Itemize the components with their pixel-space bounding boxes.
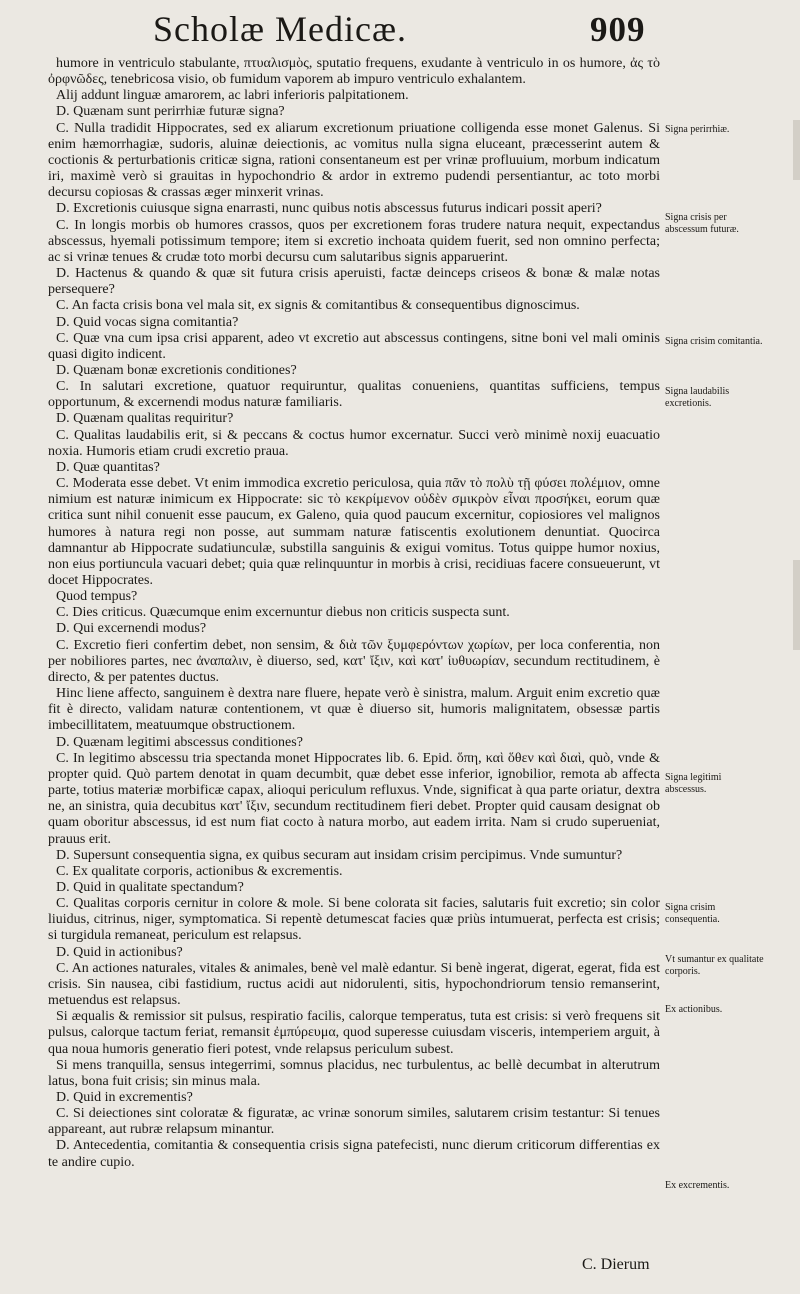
question: D. Quid in qualitate spectandum? [56, 879, 244, 895]
margin-note: Signa laudabilis excretionis. [665, 386, 730, 409]
question: D. Quid vocas signa comitantia? [56, 314, 239, 330]
margin-note: Ex actionibus. [665, 1004, 723, 1015]
answer: C. Qualitas corporis cernitur in colore & mole. Si bene colorata sit facies, salutaris fuit excretio; sin color liuidus, citrinus, niger, symptomatica. Si repentè detumescat facies quæ priùs intumuerat, perfecta est crisis; si turgidula remaneat, periculum est relapsus. [48, 896, 660, 944]
answer: C. An actiones naturales, vitales & animales, benè vel malè edantur. Si benè ingerat, digerat, egerat, fida est crisis. Sin nausea, cibi fastidium, ructus acidi aut nidorulenti, sitis, hypochondriorum tensio remanserint, metuendus est relapsus. [48, 960, 660, 1009]
answer: C. Ex qualitate corporis, actionibus & excrementis. [56, 863, 343, 879]
question: D. Quid in excrementis? [56, 1090, 193, 1105]
question: D. Qui excernendi modus? [56, 621, 207, 637]
question: D. Hactenus & quando & quæ sit futura crisis aperuisti, factæ deinceps criseos & bonæ & malæ notas persequere? [48, 266, 660, 298]
paragraph: Si æqualis & remissior sit pulsus, respiratio facilis, calorque temperatus, tuta est crisis: si verò frequens sit pulsus, calorque tactum feriat, remansit ἐμπύρευμα, quod superesse cuiusdam visceris, intemperiem arguit, à qua noua humoris generatio fieri potest, vnde relapsus periculum subest. [48, 1009, 660, 1057]
question: D. Excretionis cuiusque signa enarrasti, nunc quibus notis abscessus futurus indicari possit aperi? [56, 201, 602, 217]
question: D. Quænam legitimi abscessus conditiones? [56, 734, 303, 750]
answer: C. Excretio fieri confertim debet, non sensim, & διὰ τῶν ξυμφερόντων χωρίων, per loca conferentia, non per nobiliores partes, nec ἀναπαλιν, è diuerso, sed, κατ' ἴξιν, καὶ κατ' ἰυθυωρίαν, secundum rectitudinem, è directo, & per patentes ductus. [48, 637, 660, 685]
answer: C. Qualitas laudabilis erit, si & peccans & coctus humor excernatur. Succi verò minimè noxij euacuatio noxia. Humoris etiam crudi excretio praua. [48, 427, 660, 459]
margin-note: Signa crisim comitantia. [665, 336, 763, 347]
catchword: C. Dierum [582, 1256, 650, 1273]
answer: C. Nulla tradidit Hippocrates, sed ex aliarum excretionum priuatione colligenda esse monet Galenus. Si enim hæmorrhagiæ, sudoris, aluinæ deiectionis, ac vomitus nulla signa eluceant, præcesserint autem & coctionis & perturbationis criticæ signa, rationi consentaneum est per vrinæ profluuium, morbum indicatum iri, maximè verò si grauitas in hypochondrio & ardor in extremo pudendi persentiantur, ac toto morbi decursu copiosas & crassas æger minxerit vrinas. [48, 120, 660, 201]
margin-note: Signa perirrhiæ. [665, 124, 730, 135]
answer: C. Quæ vna cum ipsa crisi apparent, adeo vt excretio aut abscessus contingens, sitne boni vel mali ominis quasi digito indicent. [48, 330, 660, 362]
answer: C. In salutari excretione, quatuor requiruntur, qualitas conueniens, quantitas sufficiens, tempus opportunum, & excernendi modus naturæ familiaris. [48, 379, 660, 411]
question: D. Quænam qualitas requiritur? [56, 411, 234, 427]
paragraph: Hinc liene affecto, sanguinem è dextra nare fluere, hepate verò è sinistra, malum. Arguit enim excretio quæ fit è directo, validam naturæ contentionem, vt quæ è diuerso sit, humoris malignitatem, obsessæ partis imbecillitatem, meatuumque obstructionem. [48, 686, 660, 734]
paragraph: Si mens tranquilla, sensus integerrimi, somnus placidus, nec turbulentus, ac bellè decumbat in alterutrum latus, bona fuit crisis; sin minus mala. [48, 1057, 660, 1089]
answer: C. Dies criticus. Quæcumque enim excernuntur diebus non criticis suspecta sunt. [56, 605, 510, 621]
main-text-block [48, 56, 660, 1171]
margin-note: Signa crisim consequentia. [665, 902, 720, 925]
running-title: Scholæ Medicæ. [153, 9, 407, 49]
margin-note: Signa legitimi abscessus. [665, 772, 722, 795]
question: Quod tempus? [56, 589, 138, 605]
answer: C. Moderata esse debet. Vt enim immodica excretio periculosa, quia πᾶν τὸ πολὺ τῇ φύσει πολέμιον, omne nimium est naturæ inimicum ex Hippocrate: sic τὸ κεκρίμενον οὐδὲν σμικρὸν εἶναι προσήκει, eorum quæ critica sunt nihil conuenit esse paucum, ex Galeno, quia quod paucum excernitur, copiosiores vel malignos humores à natura regi non posse, aut summam naturæ fatiscentis exolutionem denuntiat. Quocirca damnantur ab Hippocrate sudatiunculæ, substilla sanguinis & exigui vomitus. Totus quippe humor noxius, non eius portiuncula vacuari debet; quia quæ relinquuntur in morbis à crisi, recidiuas facere consueuerunt, vt docet Hippocrates. [48, 476, 660, 588]
question: D. Quæ quantitas? [56, 459, 160, 475]
paragraph: Alij addunt linguæ amarorem, ac labri inferioris palpitationem. [56, 88, 409, 104]
adjacent-page-edge [793, 120, 800, 180]
question: D. Quænam sunt perirrhiæ futuræ signa? [56, 104, 285, 120]
margin-note: Signa crisis per abscessum futuræ. [665, 212, 739, 235]
margin-note: Ex excrementis. [665, 1180, 730, 1191]
question: D. Supersunt consequentia signa, ex quibus securam aut insidam crisim percipimus. Vnde sumuntur? [56, 847, 623, 863]
answer: C. An facta crisis bona vel mala sit, ex signis & comitantibus & consequentibus dignoscimus. [56, 298, 580, 314]
question: D. Quænam bonæ excretionis conditiones? [56, 362, 297, 378]
adjacent-page-edge [793, 560, 800, 650]
margin-note: Vt sumantur ex qualitate corporis. [665, 954, 764, 977]
question: D. Antecedentia, comitantia & consequentia crisis signa patefecisti, nunc dierum criticorum differentias ex te andire cupio. [48, 1138, 660, 1170]
paragraph: humore in ventriculo stabulante, πτυαλισμὸς, sputatio frequens, exudante à ventriculo in os humore, ἀς τὸ ὀρφνῶδες, tenebricosa visio, ob fumidum vaporem ab impuro ventriculo exhalantem. [48, 56, 660, 88]
answer: C. In longis morbis ob humores crassos, quos per excretionem foras trudere natura nequit, expectandus abscessus, hyemali potissimum tempore; item si excretio inchoata quidem fuerit, sed non omnino perfecta; ac si vrinæ tenues & crudæ toto morbi decursu cum salutaribus signis apparuerint. [48, 217, 660, 265]
question: D. Quid in actionibus? [56, 944, 183, 960]
answer: C. Si deiectiones sint coloratæ & figuratæ, ac vrinæ sonorum similes, salutarem crisim testantur: Si tenues appareant, aut rubræ relapsum minantur. [48, 1106, 660, 1138]
answer: C. In legitimo abscessu tria spectanda monet Hippocrates lib. 6. Epid. ὅπη, καὶ ὅθεν καὶ διαὶ, quò, vnde & propter quid. Quò partem denotat in quam decumbit, quæ debet esse inferior, ignobilior, remota ab affecta parte, totius materiæ morbificæ capax, alioqui periculum refluxus. Vnde, significat à qua parte oriatur, dextra ne, an sinistra, quia decubitus κατ' ἴξιν, secundum rectitudinem fieri debet. Propter quid causam designat ob quam oboritur abscessus, id est num fiat cocto à natura morbo, aut eadem irrita. Nam si crudo superueniat, prauus erit. [48, 750, 660, 847]
page-number: 909 [590, 10, 646, 49]
